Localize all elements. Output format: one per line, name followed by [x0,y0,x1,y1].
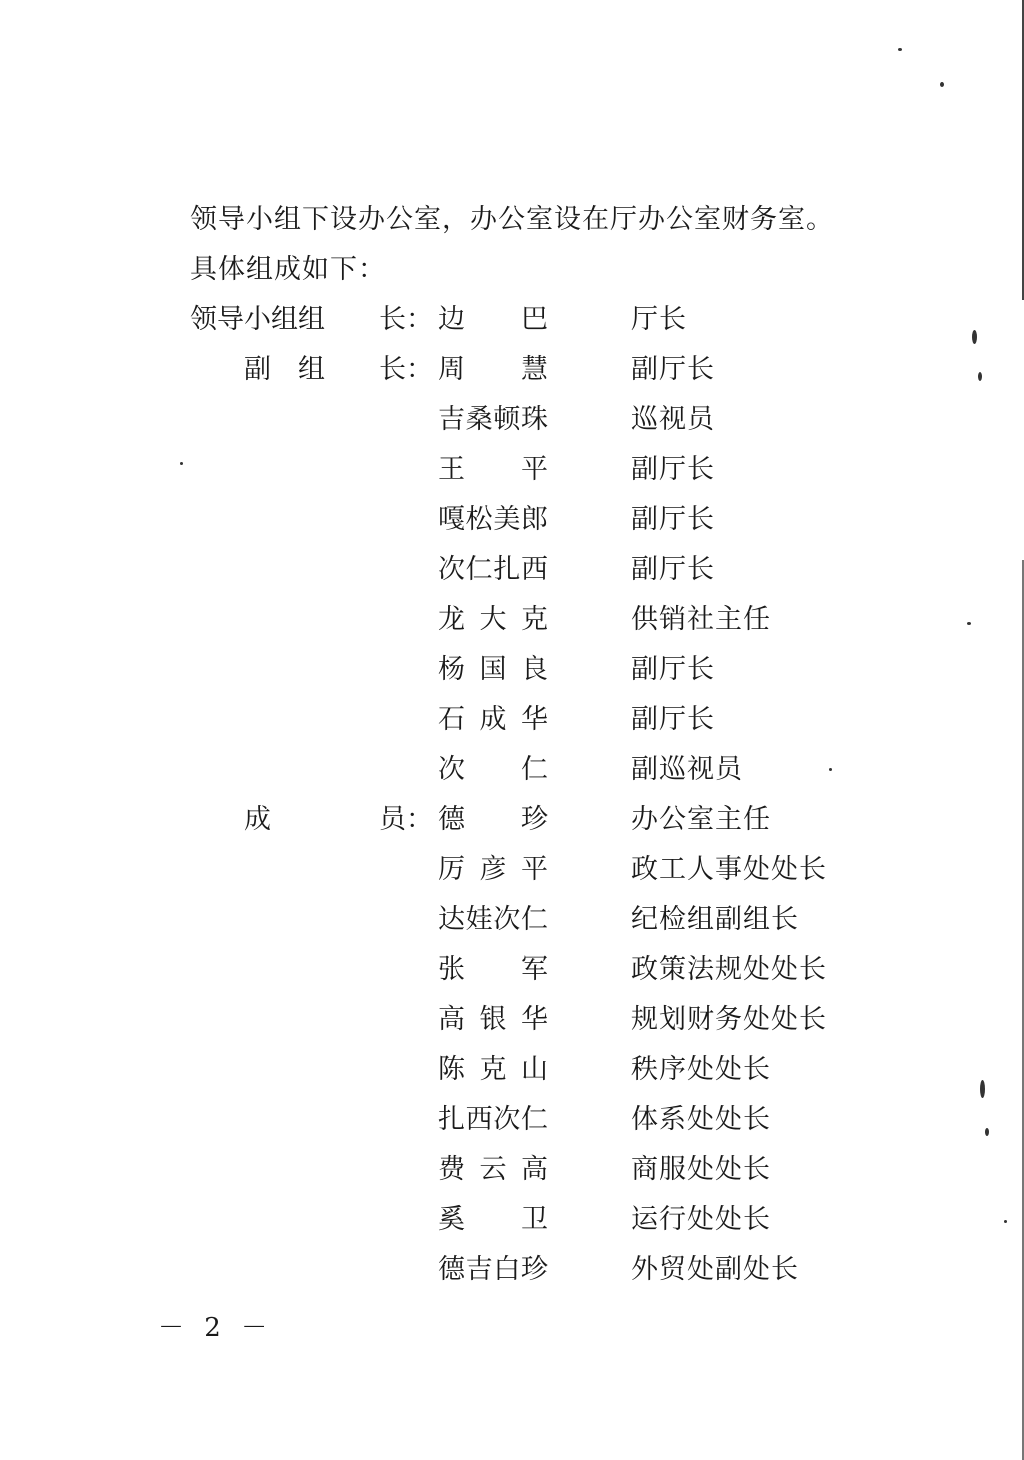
member-role: 成 员： [190,804,433,835]
member-title: 副厅长 [631,704,715,735]
member-name-char: 彦 [479,854,507,885]
member-row [0,1147,1024,1187]
member-row [0,1047,1024,1087]
member-title: 巡视员 [631,404,715,435]
member-name [438,747,548,786]
member-name-char: 白 [493,1254,521,1285]
member-name-char: 松 [465,504,493,535]
member-name-char: 珍 [521,804,548,835]
member-name-char: 山 [521,1054,548,1085]
member-name-char: 德 [438,804,465,835]
scan-speck [980,1080,985,1098]
member-name-char: 奚 [438,1204,465,1235]
member-title: 厅长 [631,304,687,335]
member-row [0,697,1024,737]
member-name-char: 华 [521,1004,548,1035]
member-title: 副厅长 [631,454,715,485]
member-name-char: 巴 [521,304,548,335]
member-name-char: 吉 [438,404,465,435]
member-title: 秩序处处长 [631,1054,771,1085]
member-title: 运行处处长 [631,1204,771,1235]
member-name-char: 大 [479,604,507,635]
member-title: 供销社主任 [631,604,771,635]
scan-speck [898,48,902,51]
member-name-char: 克 [479,1054,507,1085]
member-row [0,997,1024,1037]
member-name-char: 顿 [493,404,521,435]
member-name-char: 银 [479,1004,507,1035]
member-title: 体系处处长 [631,1104,771,1135]
member-name [438,1247,548,1286]
member-row [0,397,1024,437]
member-title: 副厅长 [631,654,715,685]
page-number: － 2 － [158,1313,274,1343]
member-name [438,347,548,386]
member-row [0,297,1024,337]
member-row [0,1097,1024,1137]
scan-speck [180,462,183,465]
member-name-char: 军 [521,954,548,985]
member-name-char: 王 [438,454,465,485]
member-name-char: 西 [520,554,548,585]
intro-line-1: 领导小组下设办公室，办公室设在厅办公室财务室。 [190,204,834,235]
member-name-char: 珠 [520,404,548,435]
member-name-char: 仁 [520,904,548,935]
member-title: 商服处处长 [631,1154,771,1185]
member-title: 政策法规处处长 [631,954,827,985]
member-name-char: 杨 [438,654,465,685]
member-name-char: 成 [479,704,507,735]
member-name-char: 国 [479,654,507,685]
member-name-char: 慧 [521,354,548,385]
member-name [438,847,548,886]
member-title: 纪检组副组长 [631,904,799,935]
member-row [0,1197,1024,1237]
member-name-char: 仁 [521,754,548,785]
member-name [438,697,548,736]
member-name-char: 良 [521,654,548,685]
member-name-char: 西 [465,1104,493,1135]
member-name-char: 扎 [493,554,521,585]
member-name-char: 次 [438,554,465,585]
member-name-char: 仁 [465,554,493,585]
member-name-char: 美 [493,504,521,535]
member-name [438,447,548,486]
member-row [0,497,1024,537]
member-name [438,997,548,1036]
scan-speck [978,372,982,381]
member-name-char: 次 [493,904,521,935]
member-name [438,797,548,836]
member-name [438,897,548,936]
member-name-char: 平 [521,454,548,485]
member-name [438,647,548,686]
member-name-char: 张 [438,954,465,985]
scan-speck [829,768,832,771]
member-title: 外贸处副处长 [631,1254,799,1285]
member-role: 领导小组组 长： [190,304,433,335]
member-name-char: 吉 [465,1254,493,1285]
member-name-char: 珍 [520,1254,548,1285]
member-name-char: 石 [438,704,465,735]
member-row [0,847,1024,887]
member-name-char: 扎 [438,1104,465,1135]
member-name-char: 郎 [520,504,548,535]
member-name-char: 次 [438,754,465,785]
member-name [438,297,548,336]
member-name-char: 华 [521,704,548,735]
scan-speck [1004,1220,1007,1223]
member-name-char: 次 [493,1104,521,1135]
member-name-char: 克 [521,604,548,635]
scan-speck [940,82,944,87]
member-name-char: 仁 [520,1104,548,1135]
scan-speck [967,622,971,625]
member-title: 政工人事处处长 [631,854,827,885]
member-name [438,1197,548,1236]
member-name-char: 龙 [438,604,465,635]
member-name-char: 厉 [438,854,465,885]
member-row [0,547,1024,587]
intro-line-2: 具体组成如下： [190,254,386,285]
member-name [438,947,548,986]
member-row [0,647,1024,687]
member-row [0,347,1024,387]
member-title: 办公室主任 [631,804,771,835]
member-title: 副巡视员 [631,754,743,785]
member-name-char: 桑 [465,404,493,435]
member-name-char: 平 [521,854,548,885]
member-row [0,897,1024,937]
member-row [0,747,1024,787]
member-title: 规划财务处处长 [631,1004,827,1035]
member-name-char: 高 [521,1154,548,1185]
member-name-char: 云 [479,1154,507,1185]
member-name [438,1147,548,1186]
member-name [438,1097,548,1136]
member-name-char: 达 [438,904,465,935]
member-name-char: 卫 [521,1204,548,1235]
member-name [438,547,548,586]
member-title: 副厅长 [631,504,715,535]
scan-speck [985,1128,989,1136]
member-name-char: 娃 [465,904,493,935]
member-name-char: 费 [438,1154,465,1185]
scan-speck [972,330,977,344]
member-row [0,447,1024,487]
member-name-char: 周 [438,354,465,385]
member-row [0,797,1024,837]
member-name-char: 德 [438,1254,465,1285]
member-name-char: 边 [438,304,465,335]
member-name-char: 高 [438,1004,465,1035]
member-name-char: 嘎 [438,504,465,535]
member-row [0,947,1024,987]
member-row [0,597,1024,637]
member-name [438,1047,548,1086]
member-title: 副厅长 [631,354,715,385]
member-row [0,1247,1024,1287]
member-role: 副 组 长： [190,354,433,385]
member-name [438,597,548,636]
member-name [438,497,548,536]
member-name [438,397,548,436]
member-title: 副厅长 [631,554,715,585]
member-name-char: 陈 [438,1054,465,1085]
